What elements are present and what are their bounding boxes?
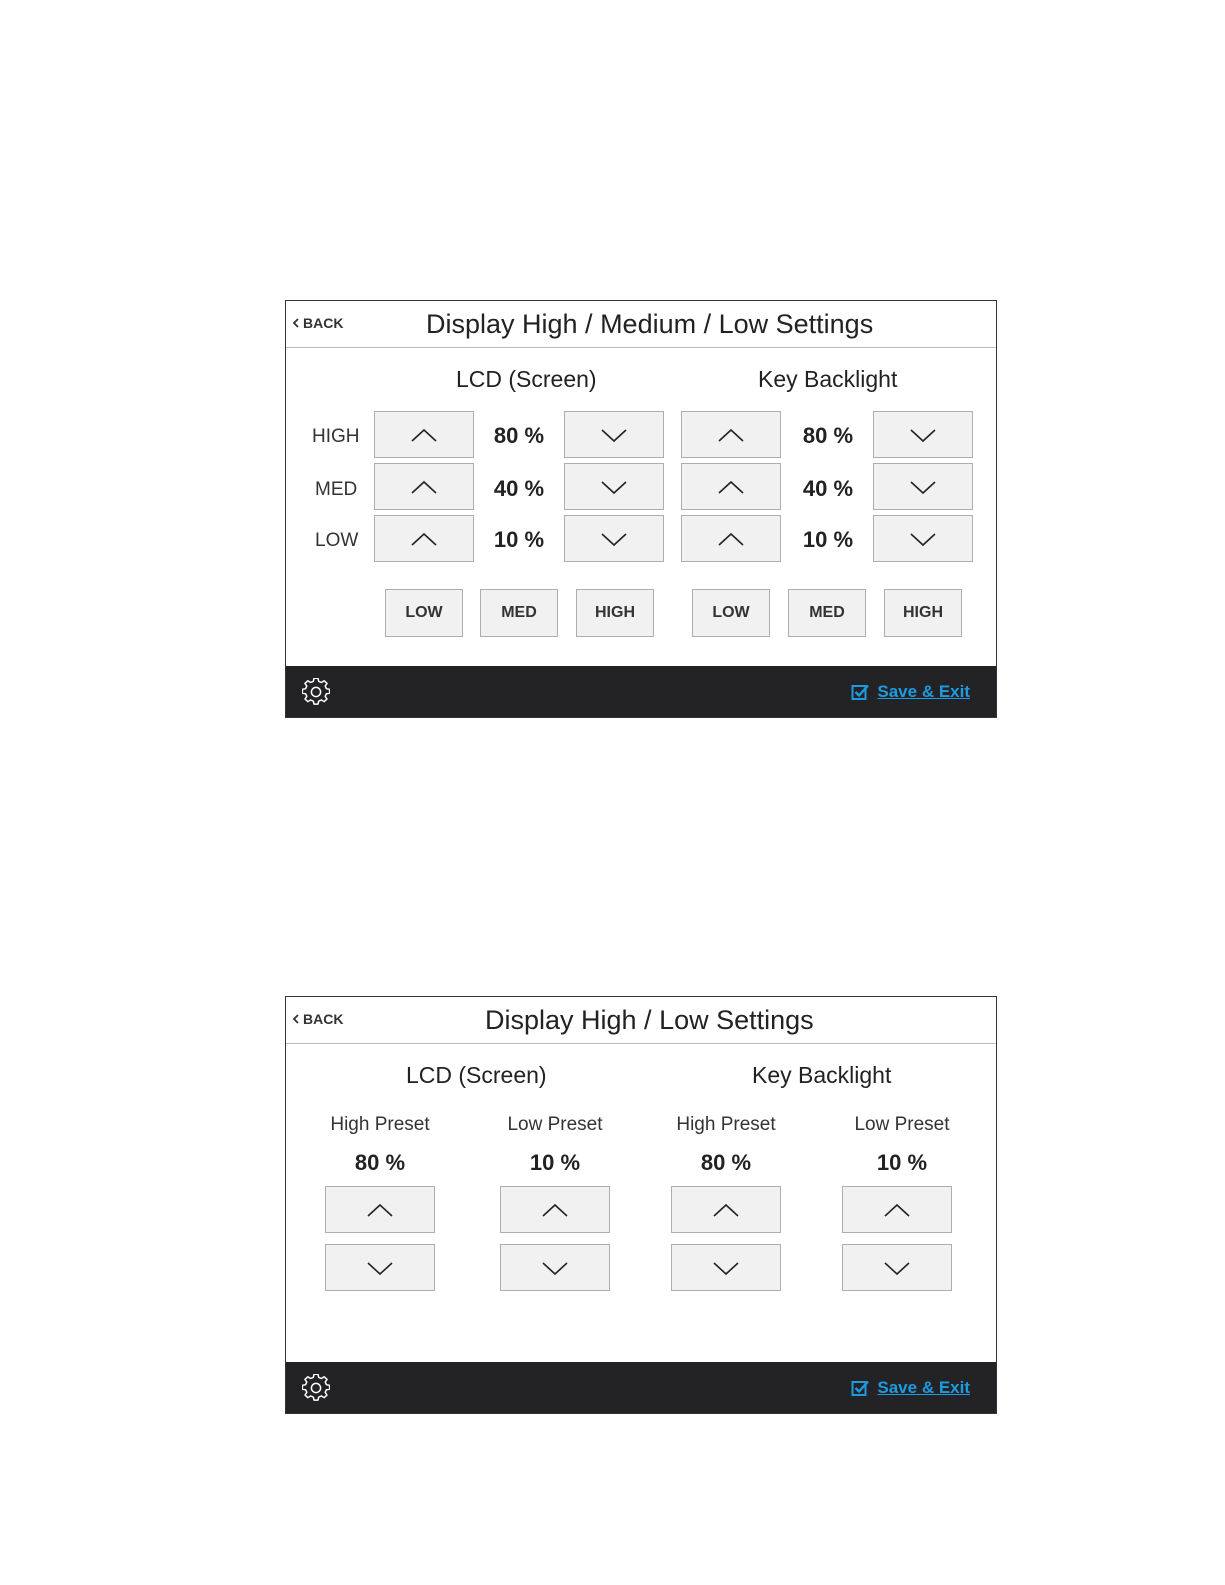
key-low-down-button[interactable] — [873, 515, 973, 562]
panel-footer — [286, 1362, 996, 1413]
lcd-high-preset-label: High Preset — [330, 1114, 430, 1135]
lcd-low-value: 10 % — [493, 527, 545, 552]
lcd-low-down-button[interactable] — [564, 515, 664, 562]
back-label: BACK — [303, 315, 344, 331]
chevron-up-icon — [717, 531, 745, 547]
lcd-low-up-button[interactable] — [374, 515, 474, 562]
chevron-up-icon — [410, 479, 438, 495]
key-low-preset-value: 10 % — [876, 1150, 928, 1175]
chevron-up-icon — [410, 427, 438, 443]
chevron-up-icon — [883, 1202, 911, 1218]
lcd-high-up-button[interactable] — [374, 411, 474, 458]
lcd-preset-med-button[interactable]: MED — [480, 589, 558, 637]
key-backlight-column-title: Key Backlight — [752, 1062, 892, 1088]
key-preset-low-button[interactable]: LOW — [692, 589, 770, 637]
chevron-down-icon — [909, 531, 937, 547]
checkbox-icon — [851, 1379, 869, 1397]
key-low-up-button[interactable] — [681, 515, 781, 562]
key-high-up-button[interactable] — [681, 411, 781, 458]
chevron-down-icon — [600, 479, 628, 495]
key-high-value: 80 % — [802, 423, 854, 448]
lcd-med-value: 40 % — [493, 476, 545, 501]
chevron-down-icon — [600, 427, 628, 443]
chevron-left-icon — [292, 318, 300, 328]
key-high-preset-value: 80 % — [700, 1150, 752, 1175]
chevron-up-icon — [717, 479, 745, 495]
lcd-column-title: LCD (Screen) — [456, 366, 597, 392]
row-label-med: MED — [315, 479, 358, 500]
key-high-down-button[interactable] — [873, 411, 973, 458]
key-low-preset-up-button[interactable] — [842, 1186, 952, 1233]
chevron-down-icon — [366, 1260, 394, 1276]
page-title: Display High / Low Settings — [485, 1005, 814, 1035]
panel-header — [286, 997, 996, 1044]
chevron-down-icon — [883, 1260, 911, 1276]
lcd-low-preset-label: Low Preset — [507, 1114, 603, 1135]
gear-icon[interactable] — [302, 1374, 330, 1402]
save-exit-button[interactable] — [851, 682, 970, 702]
chevron-down-icon — [712, 1260, 740, 1276]
key-high-preset-down-button[interactable] — [671, 1244, 781, 1291]
lcd-med-up-button[interactable] — [374, 463, 474, 510]
back-button[interactable] — [292, 1011, 343, 1027]
lcd-preset-low-button[interactable]: LOW — [385, 589, 463, 637]
key-low-preset-down-button[interactable] — [842, 1244, 952, 1291]
lcd-high-down-button[interactable] — [564, 411, 664, 458]
key-med-up-button[interactable] — [681, 463, 781, 510]
high-low-settings-panel — [285, 996, 997, 1414]
back-label: BACK — [303, 1011, 344, 1027]
chevron-left-icon — [292, 1014, 300, 1024]
key-low-preset-label: Low Preset — [854, 1114, 950, 1135]
key-high-preset-label: High Preset — [676, 1114, 776, 1135]
chevron-up-icon — [712, 1202, 740, 1218]
chevron-down-icon — [600, 531, 628, 547]
save-exit-button[interactable] — [851, 1378, 970, 1398]
chevron-up-icon — [366, 1202, 394, 1218]
panel-header — [286, 301, 996, 348]
gear-icon[interactable] — [302, 678, 330, 706]
chevron-down-icon — [541, 1260, 569, 1276]
lcd-column-title: LCD (Screen) — [406, 1062, 547, 1088]
chevron-up-icon — [541, 1202, 569, 1218]
row-label-high: HIGH — [312, 426, 360, 447]
lcd-preset-high-button[interactable]: HIGH — [576, 589, 654, 637]
lcd-low-preset-value: 10 % — [529, 1150, 581, 1175]
chevron-down-icon — [909, 427, 937, 443]
save-exit-label: Save & Exit — [877, 682, 970, 701]
chevron-up-icon — [717, 427, 745, 443]
checkbox-icon — [851, 683, 869, 701]
save-exit-label: Save & Exit — [877, 1378, 970, 1397]
panel-footer — [286, 666, 996, 717]
lcd-high-value: 80 % — [493, 423, 545, 448]
chevron-up-icon — [410, 531, 438, 547]
key-med-value: 40 % — [802, 476, 854, 501]
high-medium-low-settings-panel — [285, 300, 997, 718]
lcd-med-down-button[interactable] — [564, 463, 664, 510]
row-label-low: LOW — [315, 530, 359, 551]
key-preset-high-button[interactable]: HIGH — [884, 589, 962, 637]
lcd-high-preset-value: 80 % — [354, 1150, 406, 1175]
lcd-low-preset-up-button[interactable] — [500, 1186, 610, 1233]
key-high-preset-up-button[interactable] — [671, 1186, 781, 1233]
page-title: Display High / Medium / Low Settings — [426, 309, 874, 339]
key-preset-med-button[interactable]: MED — [788, 589, 866, 637]
chevron-down-icon — [909, 479, 937, 495]
lcd-high-preset-up-button[interactable] — [325, 1186, 435, 1233]
key-med-down-button[interactable] — [873, 463, 973, 510]
key-backlight-column-title: Key Backlight — [758, 366, 898, 392]
key-low-value: 10 % — [802, 527, 854, 552]
lcd-high-preset-down-button[interactable] — [325, 1244, 435, 1291]
back-button[interactable] — [292, 315, 343, 331]
lcd-low-preset-down-button[interactable] — [500, 1244, 610, 1291]
